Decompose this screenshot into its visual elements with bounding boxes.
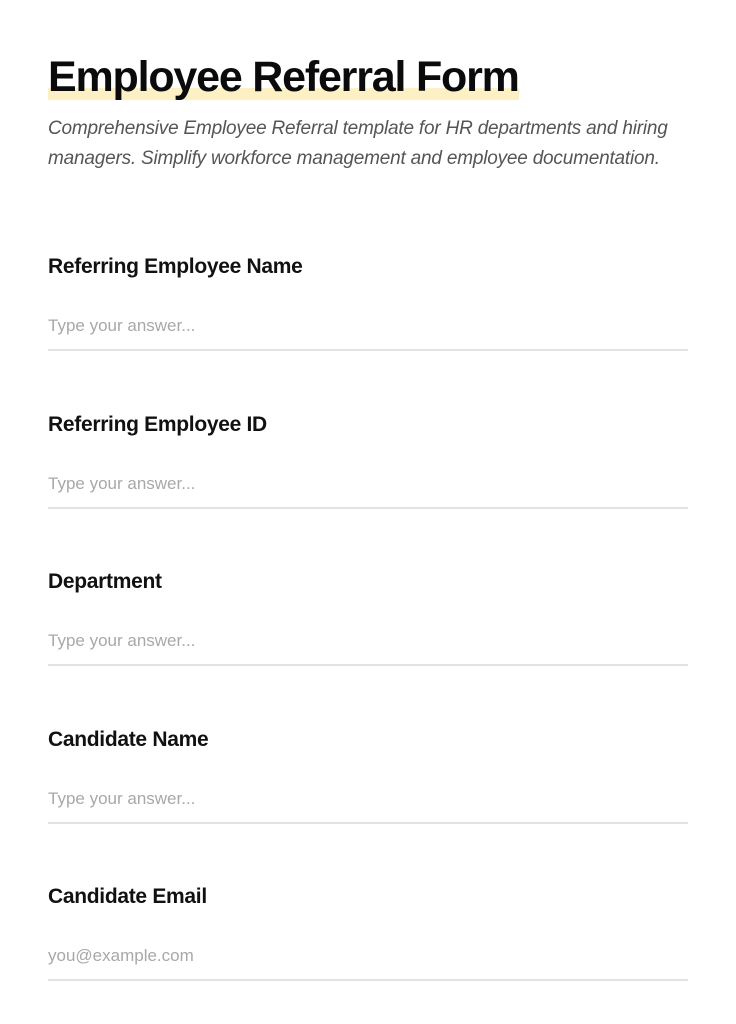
- page-title-wrapper: [48, 54, 519, 100]
- field-candidate-email: [48, 884, 688, 981]
- referring-employee-id-input[interactable]: [48, 472, 688, 509]
- field-candidate-name: [48, 727, 688, 824]
- field-label: Referring Employee Name: [48, 255, 303, 278]
- candidate-email-input[interactable]: [48, 944, 688, 981]
- field-department: [48, 569, 688, 666]
- field-label: Candidate Name: [48, 728, 209, 751]
- page-title: Employee Referral Form: [48, 53, 519, 101]
- field-label: Department: [48, 570, 162, 593]
- field-referring-employee-id: [48, 412, 688, 509]
- candidate-name-input[interactable]: [48, 787, 688, 824]
- field-label: Referring Employee ID: [48, 413, 267, 436]
- field-referring-employee-name: [48, 254, 688, 351]
- referring-employee-name-input[interactable]: [48, 314, 688, 351]
- department-input[interactable]: [48, 629, 688, 666]
- field-label: Candidate Email: [48, 885, 207, 908]
- form-description: Comprehensive Employee Referral template for HR departments and hiring managers. Simplify workforce management and employee documentation.: [48, 118, 668, 169]
- form-container: [48, 0, 688, 908]
